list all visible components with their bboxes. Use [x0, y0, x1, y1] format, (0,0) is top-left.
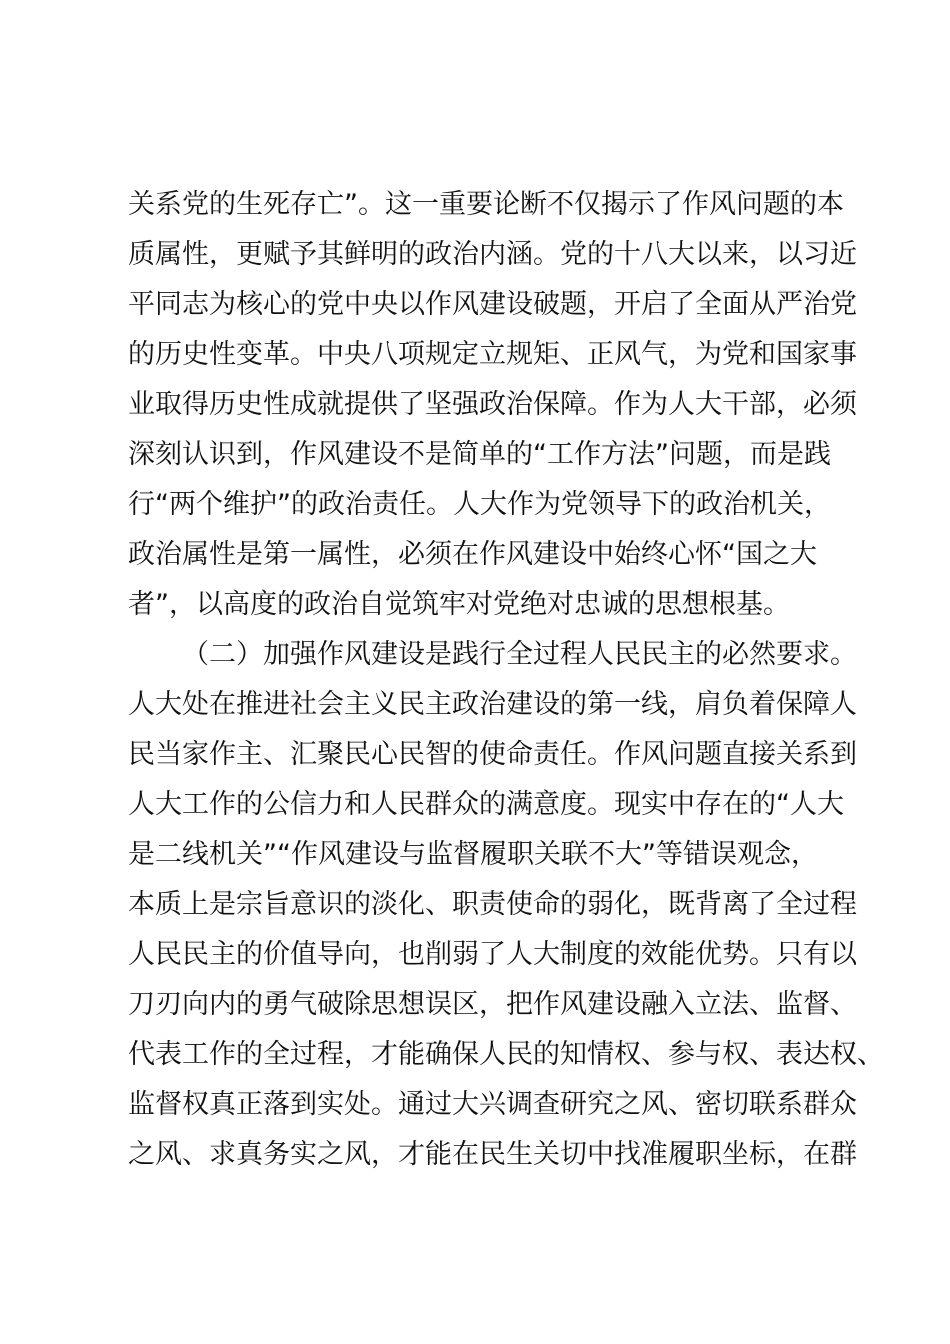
- text-line: 监督权真正落到实处。通过大兴调查研究之风、密切联系群众: [128, 1089, 857, 1120]
- text-line: 民当家作主、汇聚民心民智的使命责任。作风问题直接关系到: [128, 739, 857, 770]
- text-line: 者”，以高度的政治自觉筑牢对党绝对忠诚的思想根基。: [128, 589, 790, 620]
- text-line: 本质上是宗旨意识的淡化、职责使命的弱化，既背离了全过程: [128, 889, 857, 920]
- text-line: 代表工作的全过程，才能确保人民的知情权、参与权、表达权、: [128, 1039, 884, 1070]
- body-text: [128, 180, 884, 1180]
- text-line: 的历史性变革。中央八项规定立规矩、正风气，为党和国家事: [128, 339, 857, 370]
- text-line: 之风、求真务实之风，才能在民生关切中找准履职坐标，在群: [128, 1139, 857, 1170]
- text-line: 业取得历史性成就提供了坚强政治保障。作为人大干部，必须: [128, 389, 857, 420]
- section-heading: （二）加强作风建设是践行全过程人民民主的必然要求。: [182, 639, 857, 670]
- text-line: 人大处在推进社会主义民主政治建设的第一线，肩负着保障人: [128, 689, 857, 720]
- text-line: 平同志为核心的党中央以作风建设破题，开启了全面从严治党: [128, 289, 857, 320]
- text-line: 是二线机关”“作风建设与监督履职关联不大”等错误观念，: [128, 839, 818, 870]
- text-line: 深刻认识到，作风建设不是简单的“工作方法”问题，而是践: [128, 439, 831, 470]
- text-line: 关系党的生死存亡”。这一重要论断不仅揭示了作风问题的本: [128, 189, 844, 220]
- text-line: 质属性，更赋予其鲜明的政治内涵。党的十八大以来，以习近: [128, 239, 857, 270]
- text-line: 人民民主的价值导向，也削弱了人大制度的效能优势。只有以: [128, 939, 857, 970]
- text-line: 政治属性是第一属性，必须在作风建设中始终心怀“国之大: [128, 539, 817, 570]
- text-line: 人大工作的公信力和人民群众的满意度。现实中存在的“人大: [128, 789, 844, 820]
- text-line: 刀刃向内的勇气破除思想误区，把作风建设融入立法、监督、: [128, 989, 857, 1020]
- text-line: 行“两个维护”的政治责任。人大作为党领导下的政治机关，: [128, 489, 831, 520]
